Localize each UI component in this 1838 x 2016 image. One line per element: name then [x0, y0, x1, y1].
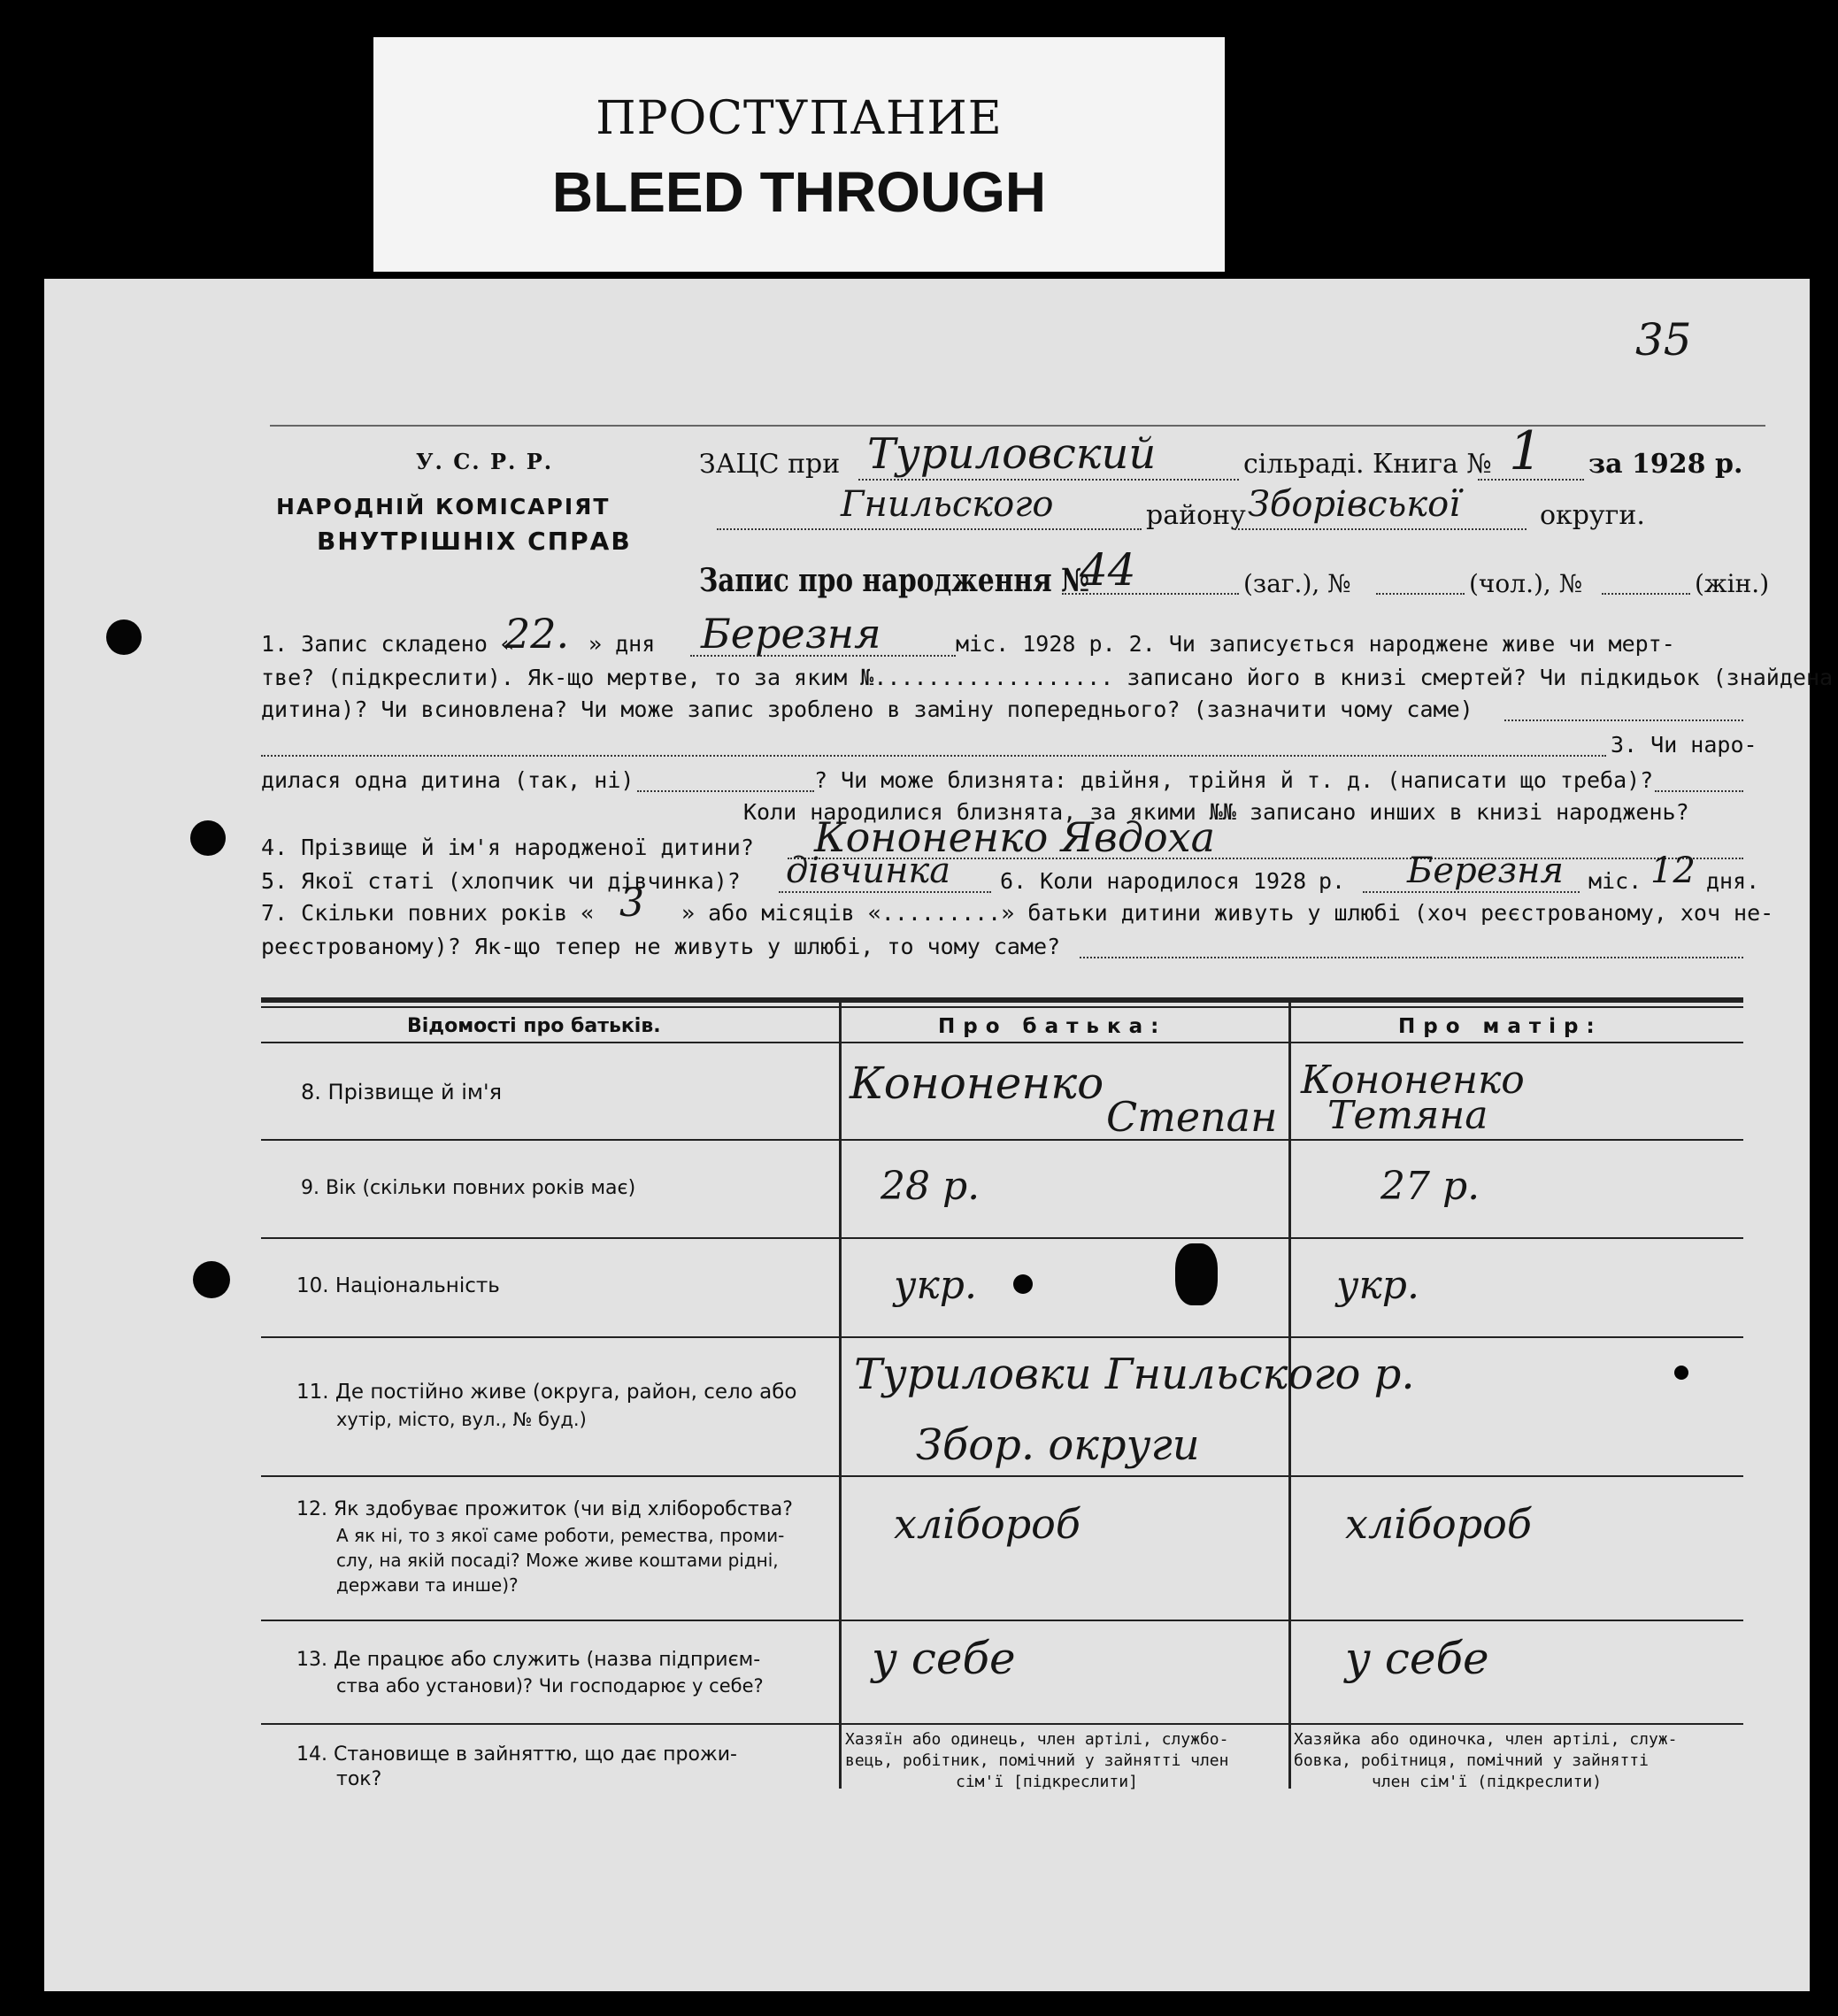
- q7-years: 3: [619, 881, 644, 926]
- q5-sex: дівчинка: [786, 850, 951, 891]
- q6-month: Березня: [1407, 850, 1564, 891]
- q4-child-name: Кононенко Явдоха: [814, 813, 1216, 861]
- q1-line3-dotline: [1504, 719, 1743, 721]
- col-header-parents: Відомості про батьків.: [407, 1015, 661, 1037]
- row9-father-age: 28 р.: [881, 1164, 981, 1209]
- village-suffix: сільраді. Книга №: [1243, 449, 1492, 480]
- q1-month: Березня: [701, 610, 881, 658]
- row14-mother-line2: бовка, робітниця, помічний у зайнятті: [1294, 1751, 1649, 1770]
- row14-label: 14. Становище в зайняттю, що дає прожи-: [296, 1743, 737, 1766]
- row-separator: [261, 1336, 1743, 1338]
- col-header-father: Про батька:: [938, 1015, 1167, 1038]
- q7-rest: » або місяців «.........» батьки дитини живуть у шлюбі (хоч реєстрованому, хоч не-: [681, 900, 1774, 926]
- row9-label: 9. Вік (скільки повних років має): [301, 1177, 636, 1199]
- commissariat-line2: ВНУТРІШНІХ СПРАВ: [317, 527, 632, 556]
- village-dotline: [858, 479, 1239, 481]
- punch-hole: [193, 1261, 230, 1298]
- q1-line2: тве? (підкреслити). Як-що мертве, то за яким №.................. записано його в книзі смертей? Чи підкидьок (знайдена: [261, 665, 1834, 690]
- row10-label: 10. Національність: [296, 1274, 500, 1297]
- row14-label-line2: ток?: [336, 1768, 382, 1790]
- okrug-handwritten: Зборівської: [1248, 484, 1461, 525]
- q3-line2-dotline: [637, 790, 814, 792]
- q5-dotline: [779, 891, 991, 893]
- row-separator: [261, 1723, 1743, 1725]
- row14-father-line2: вець, робітник, помічний у зайнятті член: [845, 1751, 1229, 1770]
- row13-father-workplace: у себе: [872, 1633, 1016, 1684]
- okrug-dotline: [1234, 528, 1527, 530]
- row9-mother-age: 27 р.: [1380, 1164, 1480, 1209]
- zags-prefix: ЗАЦС при: [699, 449, 841, 480]
- row12-label-line4: держави та инше)?: [336, 1574, 519, 1596]
- row14-father-line1: Хазяїн або одинець, член артілі, службо-: [845, 1730, 1229, 1749]
- table-col-divider-1: [839, 1003, 842, 1789]
- row12-father-occupation: хлібороб: [894, 1500, 1080, 1548]
- title-chol: (чол.), №: [1469, 569, 1583, 598]
- q7-prefix: 7. Скільки повних років «: [261, 900, 595, 926]
- q3-line3: Коли народилися близнята, за якими №№ записано инших в книзі народжень?: [743, 799, 1689, 825]
- row-separator: [261, 1475, 1743, 1477]
- village-handwritten: Туриловский: [867, 429, 1157, 479]
- q6-year-suffix: р.: [1319, 868, 1346, 894]
- row-separator: [261, 1237, 1743, 1239]
- row-separator: [261, 1620, 1743, 1621]
- q6-month-dotline: [1363, 891, 1580, 893]
- row11-residence-line1: Туриловки Гнильского р.: [854, 1350, 1415, 1399]
- birth-record-sheet: [44, 279, 1834, 1991]
- row12-label-line2: А як ні, то з якої саме роботи, ремества, проми-: [336, 1525, 785, 1546]
- year-text: за 1928 р.: [1588, 449, 1743, 480]
- commissariat-line1: НАРОДНІЙ КОМІСАРІЯТ: [276, 494, 611, 519]
- table-header-rule: [261, 1042, 1743, 1043]
- row8-mother-name: Тетяна: [1327, 1093, 1488, 1138]
- q3-line2: дилася одна дитина (так, ні): [261, 767, 634, 793]
- district-handwritten: Гнильского: [841, 484, 1054, 525]
- row13-label-line2: ства або установи)? Чи господарює у себе?: [336, 1675, 764, 1697]
- label-russian: ПРОСТУПАНИЕ: [596, 92, 1003, 145]
- punch-hole: [106, 619, 142, 655]
- row11-label: 11. Де постійно живе (округа, район, село або: [296, 1381, 797, 1404]
- q3-line2b-dotline: [1655, 790, 1743, 792]
- q6-day-suffix: дня.: [1706, 868, 1760, 894]
- q3-prefix: 3. Чи наро-: [1611, 732, 1757, 758]
- q6-label: 6. Коли народилося 1928: [1000, 868, 1307, 894]
- ink-blot: [1175, 1243, 1218, 1305]
- col-header-mother: Про матір:: [1398, 1015, 1603, 1038]
- row12-label: 12. Як здобуває прожиток (чи від хліборобства?: [296, 1498, 793, 1520]
- row8-mother-surname: Кононенко: [1301, 1058, 1525, 1103]
- row13-mother-workplace: у себе: [1345, 1633, 1489, 1684]
- row11-label-line2: хутір, місто, вул., № буд.): [336, 1409, 587, 1430]
- district-dotline: [717, 528, 1142, 530]
- district-suffix: району: [1146, 500, 1246, 531]
- row10-mother-nationality: укр.: [1336, 1263, 1419, 1308]
- row8-father-name: Степан: [1106, 1093, 1278, 1141]
- row14-mother-line1: Хазяйка або одиночка, член артілі, служ-: [1294, 1730, 1678, 1749]
- row8-father-surname: Кононенко: [850, 1058, 1104, 1109]
- row14-mother-line3: член сім'ї (підкреслити): [1372, 1773, 1603, 1791]
- q1-day: 22.: [504, 610, 570, 658]
- punch-hole: [190, 820, 226, 856]
- title-chol-dotline: [1602, 593, 1690, 595]
- q1-rest: міс. 1928 р. 2. Чи записується народжене живе чи мерт-: [956, 631, 1675, 657]
- record-title: Запис про народження №: [699, 562, 1090, 599]
- archive-label-card: [373, 37, 1225, 272]
- q3-line2b: ? Чи може близнята: двійня, трійня й т. д. (написати що треба)?: [814, 767, 1654, 793]
- record-number: 44: [1080, 544, 1136, 596]
- record-number-dotline: [1062, 593, 1239, 595]
- q1-line3: дитина)? Чи всиновлена? Чи може запис зроблено в заміну попереднього? (зазначити чому саме): [261, 696, 1473, 722]
- q7-line2-dotline: [1080, 957, 1743, 958]
- q1-day-suffix: » дня: [588, 631, 656, 657]
- row12-mother-occupation: хлібороб: [1345, 1500, 1532, 1548]
- q6-month-suffix: міс.: [1588, 868, 1642, 894]
- row13-label: 13. Де працює або служить (назва підприєм-: [296, 1649, 761, 1671]
- row8-label: 8. Прізвище й ім'я: [301, 1080, 503, 1104]
- q6-day: 12: [1650, 850, 1696, 891]
- q1-line4-dotline: [261, 755, 1606, 757]
- ussr-label: У. С. Р. Р.: [416, 449, 554, 474]
- q1-month-dotline: [690, 655, 956, 657]
- row14-father-line3: сім'ї [підкреслити]: [956, 1773, 1138, 1791]
- row10-father-nationality: укр.: [894, 1263, 977, 1308]
- book-dotline: [1478, 479, 1584, 481]
- table-top-rule-thin: [261, 1006, 1743, 1008]
- okrug-suffix: округи.: [1540, 500, 1645, 531]
- ink-dot: [1674, 1366, 1688, 1380]
- label-english: BLEED THROUGH: [551, 160, 1047, 224]
- q4-label: 4. Прізвище й ім'я народженої дитини?: [261, 835, 754, 860]
- row11-residence-line2: Збор. округи: [916, 1420, 1200, 1470]
- page-number: 35: [1635, 314, 1692, 365]
- book-number: 1: [1509, 420, 1543, 482]
- title-zag: (заг.), №: [1243, 569, 1351, 598]
- title-zag-dotline: [1376, 593, 1465, 595]
- ink-dot: [1013, 1274, 1033, 1294]
- q5-label: 5. Якої статі (хлопчик чи дівчинка)?: [261, 868, 741, 894]
- title-zhin: (жін.): [1695, 569, 1770, 598]
- table-top-rule: [261, 997, 1743, 1003]
- row-separator: [261, 1139, 1743, 1141]
- q7-line2: реєстрованому)? Як-що тепер не живуть у шлюбі, то чому саме?: [261, 934, 1061, 959]
- row12-label-line3: слу, на якій посаді? Може живе коштами рідні,: [336, 1550, 779, 1571]
- q1-prefix: 1. Запис складено «: [261, 631, 514, 657]
